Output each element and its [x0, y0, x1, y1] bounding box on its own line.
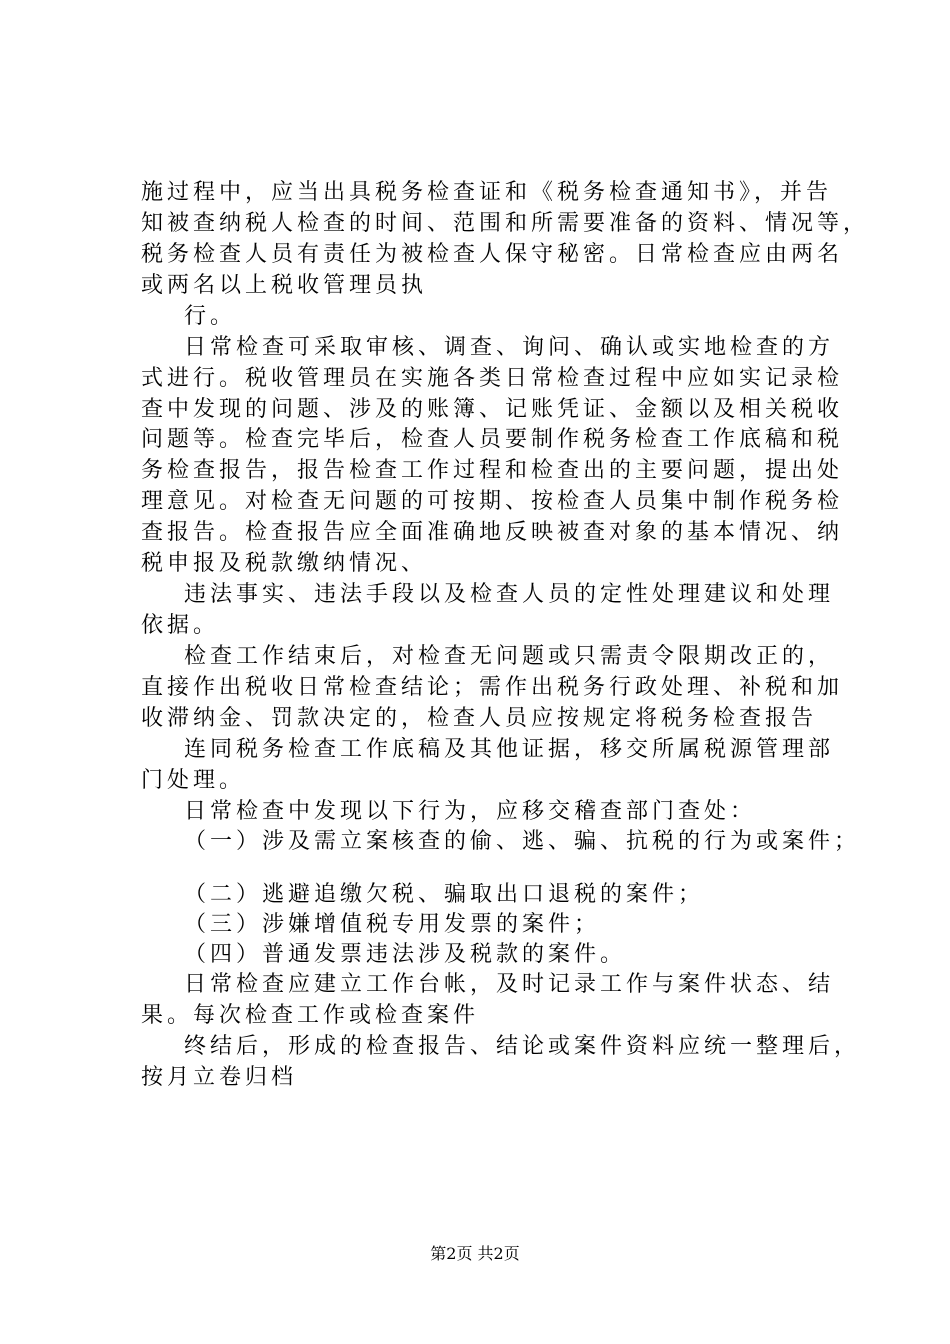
text-line: 行。 — [184, 304, 237, 329]
text-line: 查中发现的问题、涉及的账簿、记账凭证、金额以及相关税收 — [141, 397, 844, 422]
text-line: 税申报及税款缴纳情况、 — [141, 551, 428, 576]
text-line: 或两名以上税收管理员执 — [141, 273, 428, 298]
text-line: 日常检查可采取审核、调查、询问、确认或实地检查的方 — [184, 335, 835, 360]
text-line: 日常检查中发现以下行为，应移交稽查部门查处： — [184, 799, 757, 824]
page-number-footer: 第2页 共2页 — [430, 1244, 520, 1263]
list-item: （二）逃避追缴欠税、骗取出口退税的案件； — [184, 882, 705, 907]
text-line: 连同税务检查工作底稿及其他证据，移交所属税源管理部 — [184, 737, 835, 762]
text-line: 日常检查应建立工作台帐，及时记录工作与案件状态、结 — [184, 972, 835, 997]
text-line: 务检查报告，报告检查工作过程和检查出的主要问题，提出处 — [141, 458, 844, 483]
text-line: 税务检查人员有责任为被检查人保守秘密。日常检查应由两名 — [141, 242, 844, 267]
text-line: 果。每次检查工作或检查案件 — [141, 1003, 480, 1028]
text-line: 直接作出税收日常检查结论；需作出税务行政处理、补税和加 — [141, 675, 844, 700]
text-line: 问题等。检查完毕后，检查人员要制作税务检查工作底稿和税 — [141, 427, 844, 452]
text-line: 检查工作结束后，对检查无问题或只需责令限期改正的， — [184, 644, 835, 669]
text-line: 收滞纳金、罚款决定的，检查人员应按规定将税务检查报告 — [141, 706, 818, 731]
text-line: 终结后，形成的检查报告、结论或案件资料应统一整理后， — [184, 1034, 861, 1059]
list-item: （四）普通发票违法涉及税款的案件。 — [184, 942, 627, 967]
text-line: 查报告。检查报告应全面准确地反映被查对象的基本情况、纳 — [141, 520, 844, 545]
text-line: 式进行。税收管理员在实施各类日常检查过程中应如实记录检 — [141, 366, 844, 391]
list-item: （三）涉嫌增值税专用发票的案件； — [184, 912, 601, 937]
text-line: 按月立卷归档 — [141, 1065, 298, 1090]
text-line: 依据。 — [141, 613, 220, 638]
text-line: 违法事实、违法手段以及检查人员的定性处理建议和处理 — [184, 582, 835, 607]
text-line: 门处理。 — [141, 768, 246, 793]
list-item: （一）涉及需立案核查的偷、逃、骗、抗税的行为或案件； — [184, 829, 861, 854]
text-line: 理意见。对检查无问题的可按期、按检查人员集中制作税务检 — [141, 489, 844, 514]
text-line: 知被查纳税人检查的时间、范围和所需要准备的资料、情况等， — [141, 211, 870, 236]
text-line: 施过程中，应当出具税务检查证和《税务检查通知书》，并告 — [141, 180, 833, 205]
